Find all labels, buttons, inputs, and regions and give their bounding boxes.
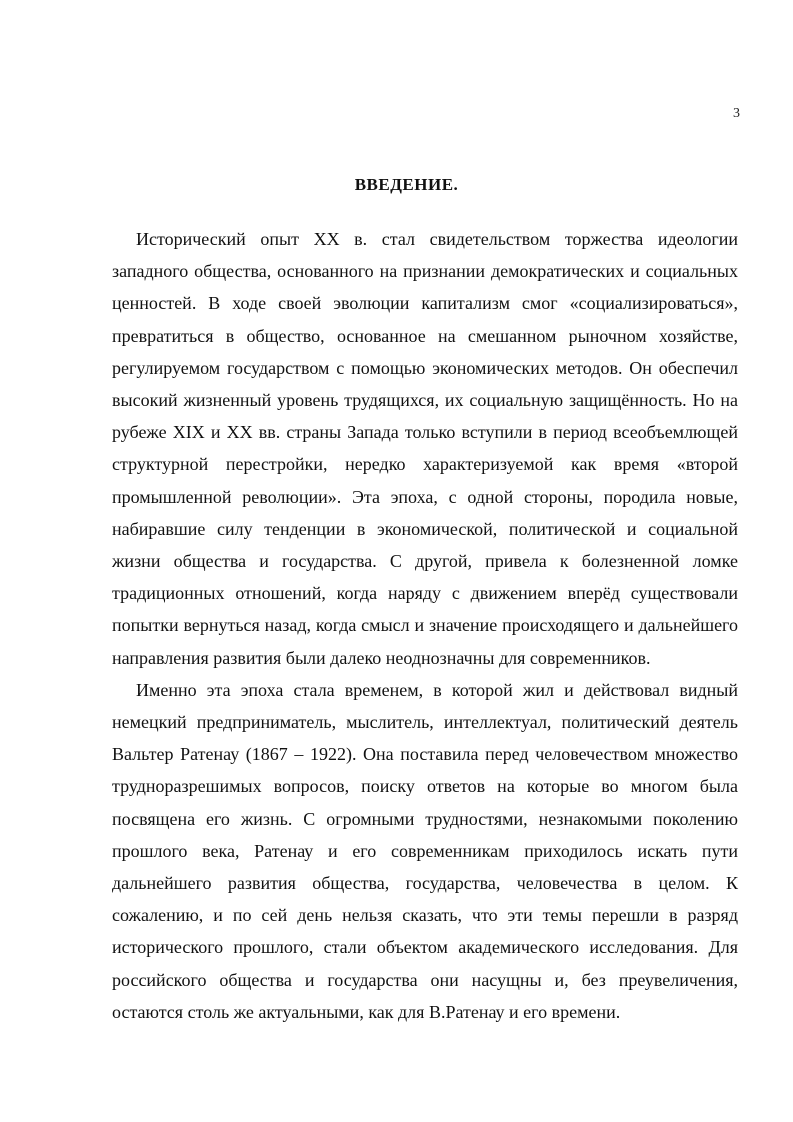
page-title: ВВЕДЕНИЕ. bbox=[354, 175, 459, 194]
document-body bbox=[112, 223, 738, 1028]
paragraph: Исторический опыт XX в. стал свидетельством торжества идеологии западного общества, основанного на признании демократических и социальных ценностей. В ходе своей эволюции капитализм смог «социализироваться», превратиться в общество, основанное на смешанном рыночном хозяйстве, регулируемом государством с помощью экономических методов. Он обеспечил высокий жизненный уровень трудящихся, их социальную защищённость. Но на рубеже XIX и XX вв. страны Запада только вступили в период всеобъемлющей структурной перестройки, нередко характеризуемой как время «второй промышленной революции». Эта эпоха, с одной стороны, породила новые, набиравшие силу тенденции в экономической, политической и социальной жизни общества и государства. С другой, привела к болезненной ломке традиционных отношений, когда наряду с движением вперёд существовали попытки вернуться назад, когда смысл и значение происходящего и дальнейшего направления развития были далеко неоднозначны для современников. bbox=[112, 229, 738, 668]
page-number: 3 bbox=[733, 106, 740, 121]
paragraph: Именно эта эпоха стала временем, в которой жил и действовал видный немецкий предприниматель, мыслитель, интеллектуал, политический деятель Вальтер Ратенау (1867 – 1922). Она поставила перед человечеством множество трудноразрешимых вопросов, поиску ответов на которые во многом была посвящена его жизнь. С огромными трудностями, незнакомыми поколению прошлого века, Ратенау и его современникам приходилось искать пути дальнейшего развития общества, государства, человечества в целом. К сожалению, и по сей день нельзя сказать, что эти темы перешли в разряд исторического прошлого, стали объектом академического исследования. Для российского общества и государства они насущны и, без преувеличения, остаются столь же актуальными, как для В.Ратенау и его времени. bbox=[112, 679, 738, 1022]
